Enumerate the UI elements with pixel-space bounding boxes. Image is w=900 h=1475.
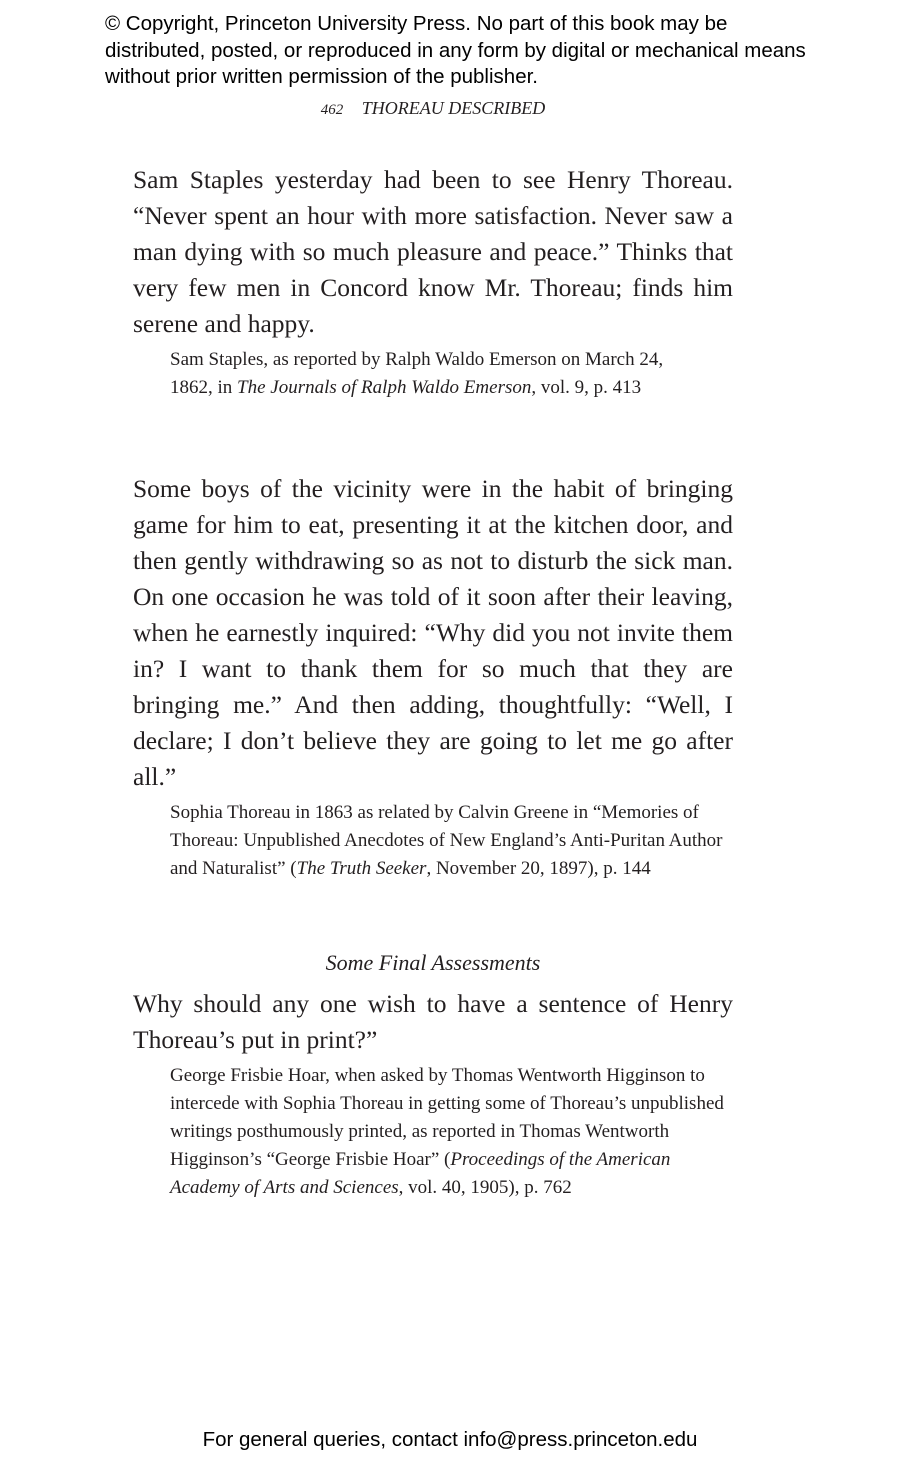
quote-text: Sam Staples yesterday had been to see Henry Thoreau. “Never spent an hour with more satisfaction. Never saw a man dying with so much pleasure and peace.” Thinks that very few men in Concord know Mr. Thoreau; finds him serene and happy.	[133, 165, 733, 338]
attribution-text: George Frisbie Hoar, when asked by Thomas Wentworth Higginson to intercede with Sophia Thoreau in getting some of Thoreau’s unpublished writings posthumously printed, as reported in Thomas Wentworth Higginson’s “George Frisbie Hoar” (	[170, 1065, 724, 1170]
section-heading: Some Final Assessments	[325, 950, 541, 975]
quote-attribution	[170, 1062, 725, 1202]
footer-contact: For general queries, contact info@press.princeton.edu	[202, 1428, 698, 1451]
quote-text: Some boys of the vicinity were in the habit of bringing game for him to eat, presenting it at the kitchen door, and then gently withdrawing so as not to disturb the sick man. On one occasion he was told of it soon after their leaving, when he earnestly inquired: “Why did you not invite them in? I want to thank them for so much that they are bringing me.” And then adding, thoughtfully: “Well, I declare; I don’t believe they are going to let me go after all.”	[133, 474, 733, 791]
attribution-source-title: The Truth Seeker	[296, 858, 427, 879]
attribution-text: Sophia Thoreau in 1863 as related by Calvin Greene in “Memories of Thoreau: Unpublished Anecdotes of New England’s Anti-Puritan Author and Naturalist” (	[170, 802, 723, 879]
quote-text: Why should any one wish to have a sentence of Henry Thoreau’s put in print?”	[133, 989, 733, 1054]
running-head	[0, 98, 866, 119]
attribution-text-end: , vol. 40, 1905), p. 762	[398, 1177, 572, 1198]
quote-entry	[133, 986, 733, 1202]
quote-entry	[133, 471, 733, 883]
attribution-source-title: Proceedings of the American Academy of Arts and Sciences	[170, 1149, 671, 1198]
quote-attribution	[170, 799, 725, 883]
quote-entry	[133, 162, 733, 402]
running-head-title: THOREAU DESCRIBED	[361, 98, 546, 118]
attribution-text-end: , vol. 9, p. 413	[531, 377, 642, 398]
copyright-notice: © Copyright, Princeton University Press. No part of this book may be distributed, posted, or reproduced in any form by digital or mechanical means without prior written permission of the publisher.	[105, 12, 806, 88]
attribution-source-title: The Journals of Ralph Waldo Emerson	[237, 377, 532, 398]
page-number: 462	[320, 102, 344, 118]
attribution-text: Sam Staples, as reported by Ralph Waldo Emerson on March 24, 1862, in	[170, 349, 664, 398]
quote-attribution	[170, 346, 670, 402]
attribution-text-end: , November 20, 1897), p. 144	[426, 858, 651, 879]
